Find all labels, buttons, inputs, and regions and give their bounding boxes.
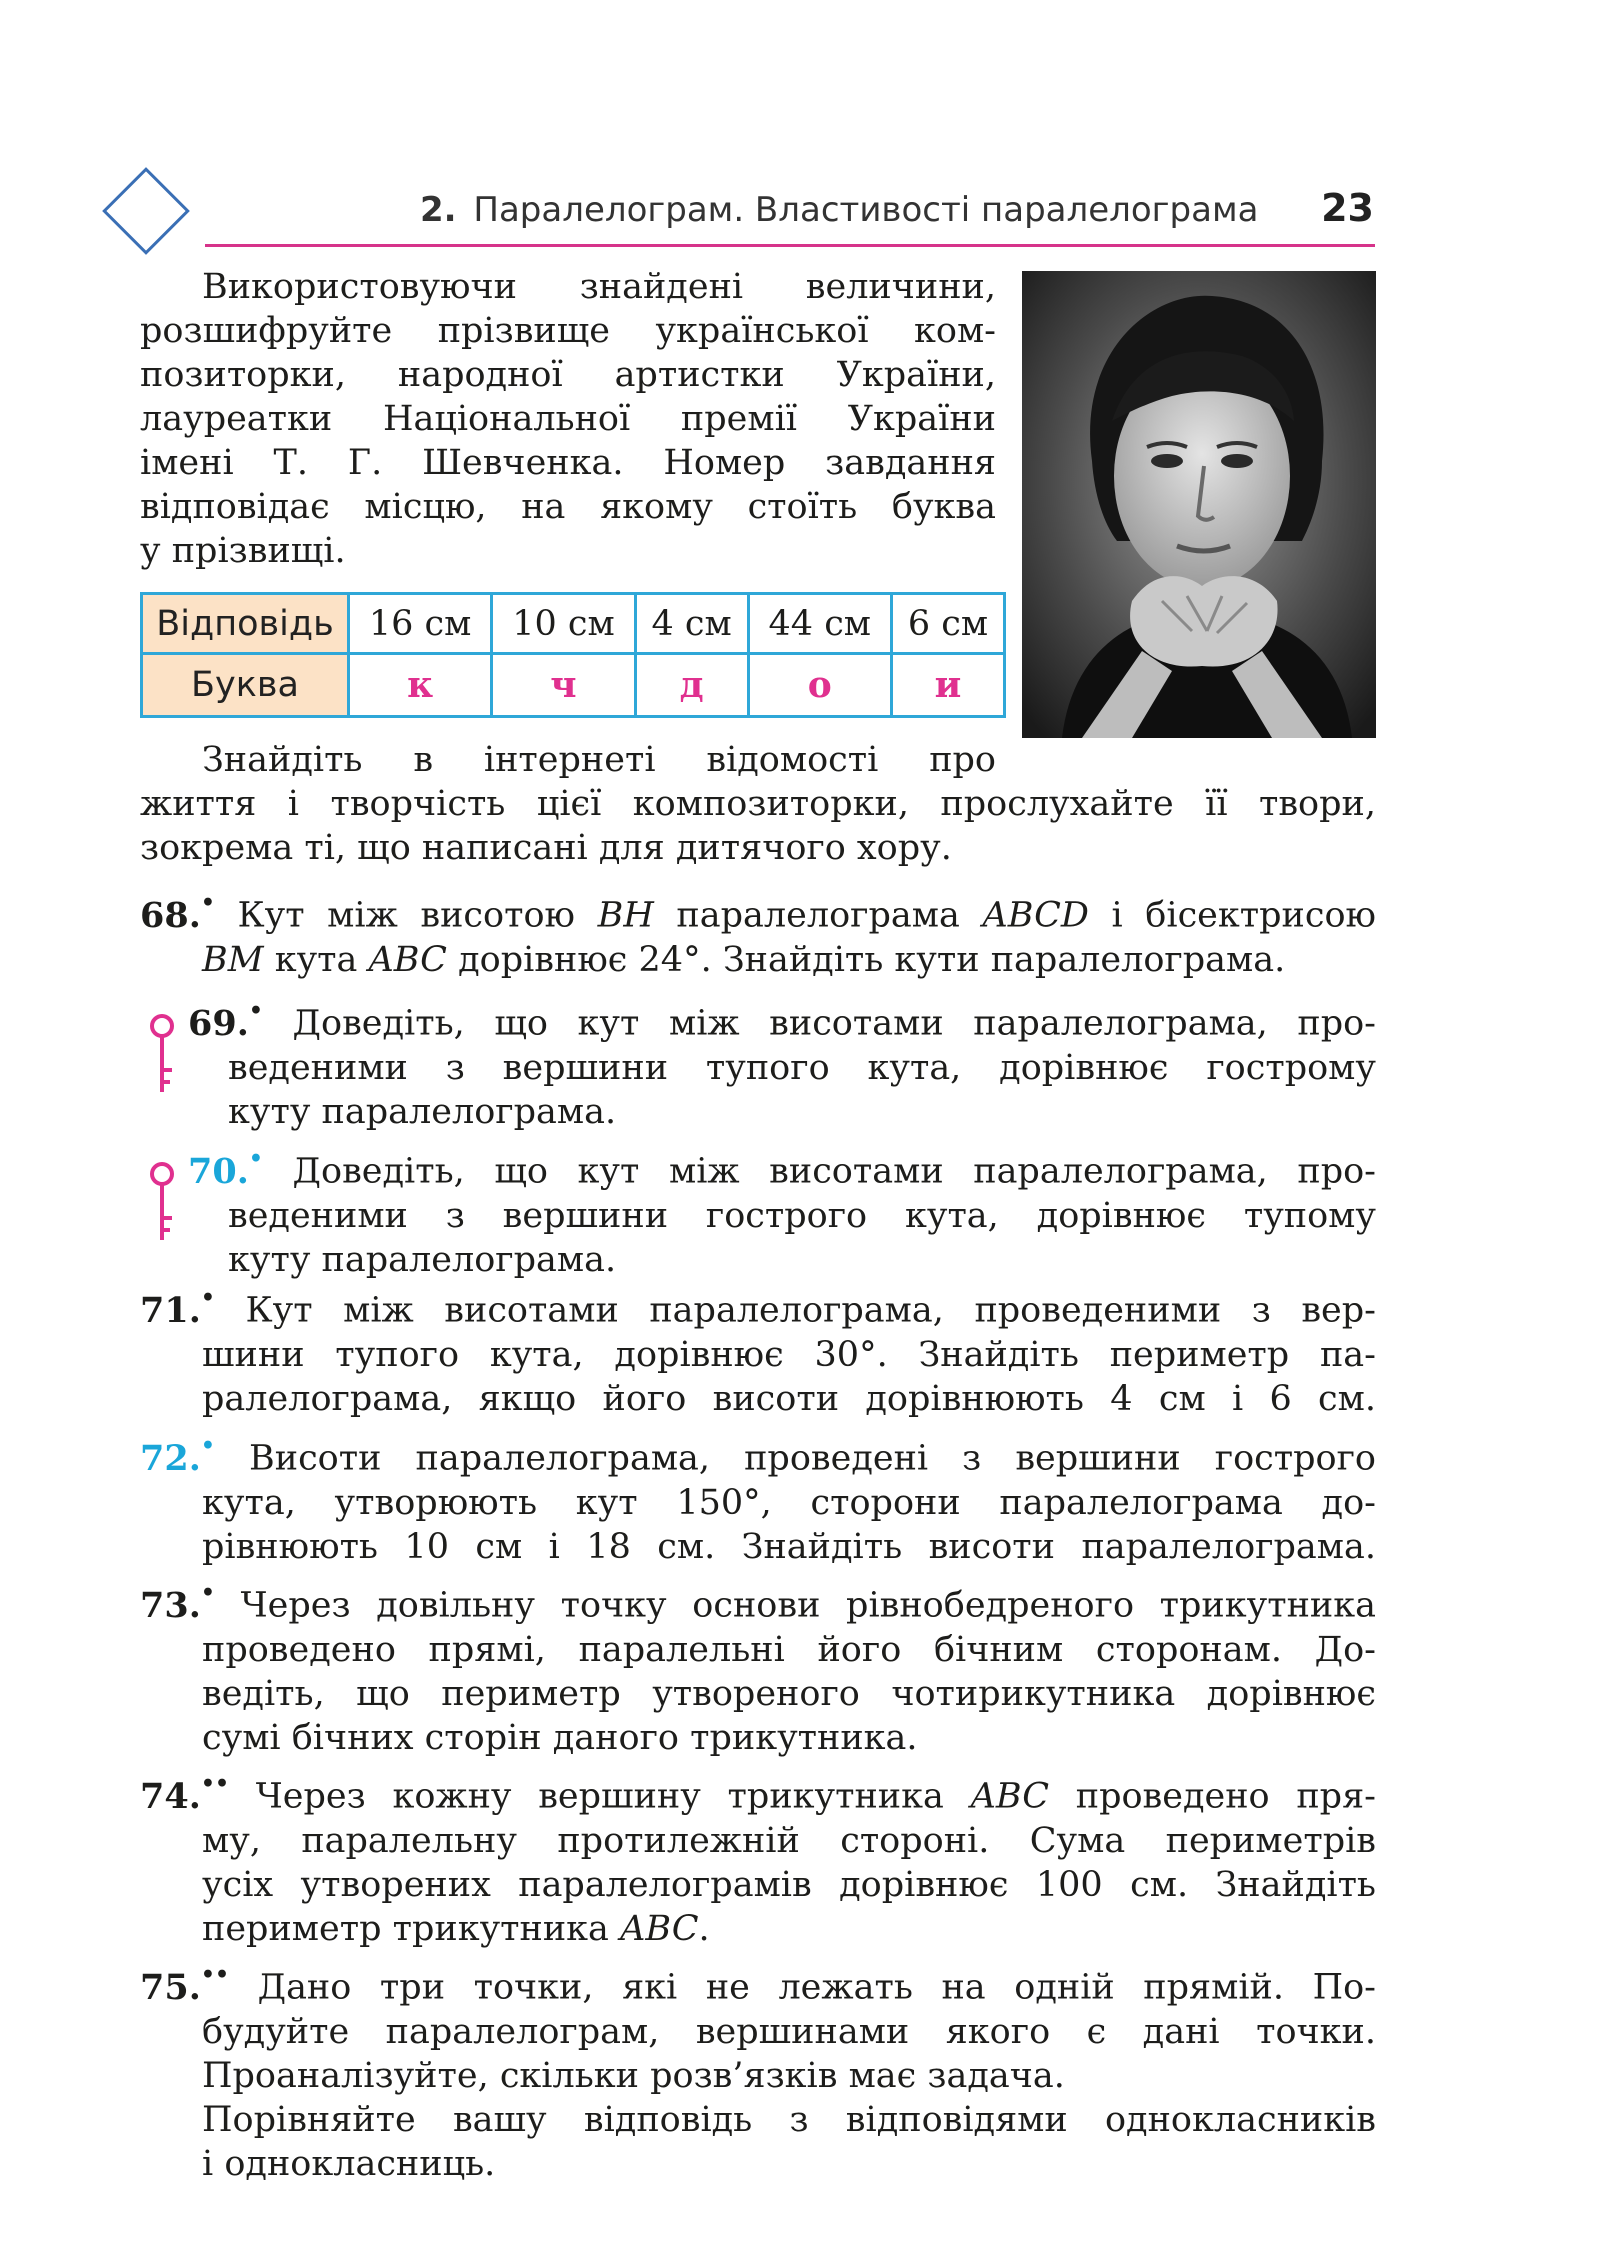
table-cell: 44 см bbox=[748, 594, 891, 654]
table-cell: 4 см bbox=[635, 594, 748, 654]
intro-line: відповідає місцю, на якому стоїть буква bbox=[140, 487, 996, 527]
key-icon bbox=[142, 1160, 182, 1244]
internet-task bbox=[140, 738, 1376, 870]
table-cell: д bbox=[635, 654, 748, 717]
exercise-71: 71.• Кут між висотами паралелограма, проведеними з вер- шини тупого кута, дорівнює 30°. Знайдіть периметр па- ралелограма, якщо його висоти дорівнюють 4 см і 6 см. bbox=[140, 1285, 1376, 1419]
exercise-73: 73.• Через довільну точку основи рівнобедреного трикутника проведено прямі, паралельні його бічним сторонам. До- ведіть, що периметр утвореного чотирикутника дорівнює сумі бічних сторін даного трикутника. bbox=[140, 1580, 1376, 1758]
table-header-answer: Відповідь bbox=[142, 594, 349, 654]
exercise-number: 74.•• bbox=[140, 1771, 230, 1817]
section-header bbox=[420, 190, 1258, 230]
portrait-illustration bbox=[1022, 271, 1376, 738]
section-title: Паралелограм. Властивості паралелограма bbox=[473, 190, 1259, 230]
task-line: Знайдіть в інтернеті відомості про bbox=[202, 740, 996, 780]
table-cell: 16 см bbox=[349, 594, 492, 654]
intro-line: позиторки, народної артистки України, bbox=[140, 355, 996, 395]
exercise-72: 72.• Висоти паралелограма, проведені з вершини гострого кута, утворюють кут 150°, сторони паралелограма до- рівнюють 10 см і 18 см. Знайдіть висоти паралелограма. bbox=[140, 1433, 1376, 1567]
exercise-number: 75.•• bbox=[140, 1962, 230, 2008]
intro-line: імені Т. Г. Шевченка. Номер завдання bbox=[140, 443, 996, 483]
exercise-number: 69.• bbox=[188, 998, 263, 1044]
key-icon bbox=[142, 1012, 182, 1096]
exercise-number: 72.• bbox=[140, 1433, 215, 1479]
composer-portrait bbox=[1022, 271, 1376, 738]
table-cell: и bbox=[891, 654, 1004, 717]
exercise-number: 70.• bbox=[188, 1146, 263, 1192]
exercise-69: 69.• Доведіть, що кут між висотами паралелограма, про- веденими з вершини тупого кута, дорівнює гострому куту паралелограма. bbox=[188, 998, 1376, 1132]
header-divider bbox=[205, 244, 1375, 247]
exercise-number: 71.• bbox=[140, 1285, 215, 1331]
table-cell: 10 см bbox=[492, 594, 635, 654]
table-row bbox=[142, 594, 1005, 654]
section-number: 2. bbox=[420, 190, 457, 230]
task-line: життя і творчість цієї композиторки, прослухайте її твори, bbox=[140, 784, 1376, 824]
exercise-74: 74.•• Через кожну вершину трикутника ABC проведено пря- му, паралельну протилежній стороні. Сума периметрів усіх утворених паралелограмів дорівнює 100 см. Знайдіть периметр трикутника ABC. bbox=[140, 1771, 1376, 1949]
intro-line: лауреатки Національної премії України bbox=[140, 399, 996, 439]
intro-line: у прізвищі. bbox=[140, 531, 346, 571]
table-row bbox=[142, 654, 1005, 717]
exercise-75: 75.•• Дано три точки, які не лежать на одній прямій. По- будуйте паралелограм, вершинами якого є дані точки. Проаналізуйте, скільки розв’язків має задача. Порівняйте вашу відповідь з відповідями однокласників і однокласниць. bbox=[140, 1962, 1376, 2184]
table-cell: 6 см bbox=[891, 594, 1004, 654]
exercise-number: 68.• bbox=[140, 890, 215, 936]
table-cell: ч bbox=[492, 654, 635, 717]
exercise-number: 73.• bbox=[140, 1580, 215, 1626]
intro-line: розшифруйте прізвище української ком- bbox=[140, 311, 996, 351]
page-number: 23 bbox=[1321, 186, 1374, 230]
answer-table bbox=[140, 592, 1006, 718]
diamond-icon bbox=[102, 167, 190, 255]
exercise-68: 68.• Кут між висотою BH паралелограма ABCD і бісектрисою BM кута ABC дорівнює 24°. Знайдіть кути паралелограма. bbox=[140, 890, 1376, 980]
exercise-70: 70.• Доведіть, що кут між висотами паралелограма, про- веденими з вершини гострого кута, дорівнює тупому куту паралелограма. bbox=[188, 1146, 1376, 1280]
intro-line: Використовуючи знайдені величини, bbox=[202, 267, 996, 307]
table-header-letter: Буква bbox=[142, 654, 349, 717]
intro-paragraph bbox=[140, 265, 996, 573]
table-cell: о bbox=[748, 654, 891, 717]
table-cell: к bbox=[349, 654, 492, 717]
task-line: зокрема ті, що написані для дитячого хору. bbox=[140, 828, 952, 868]
